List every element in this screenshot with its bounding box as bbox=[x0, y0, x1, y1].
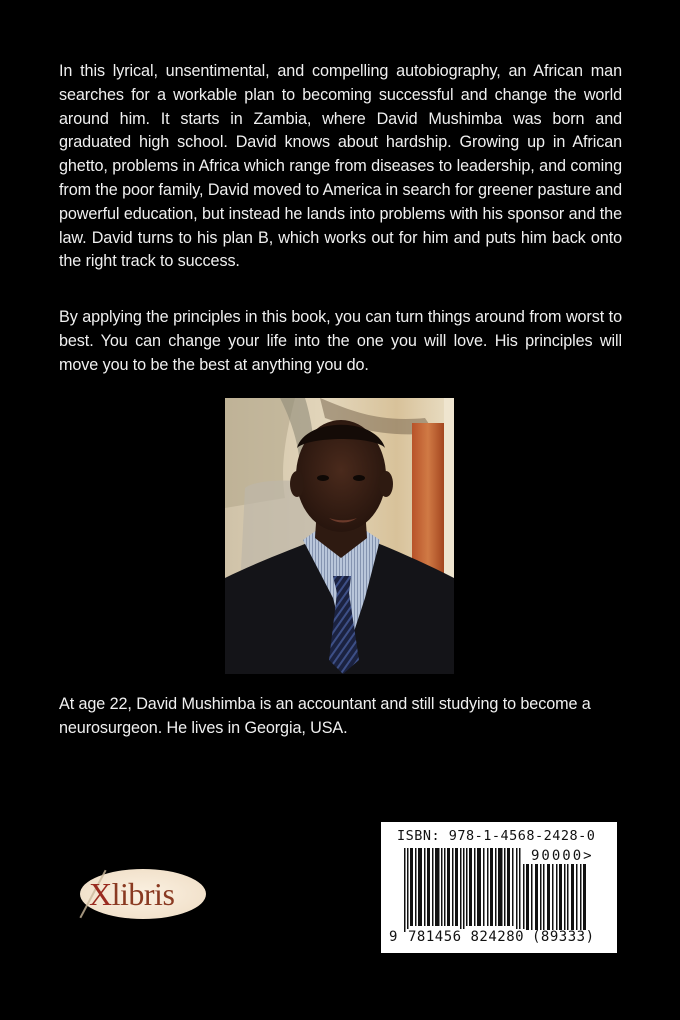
barcode-addon-bars bbox=[523, 864, 588, 930]
publisher-logo bbox=[80, 869, 206, 919]
logo-rest: libris bbox=[111, 876, 175, 912]
barcode-prefix-digit: 9 bbox=[389, 929, 398, 945]
author-photo bbox=[225, 398, 454, 674]
isbn-barcode bbox=[381, 822, 617, 953]
logo-wordmark bbox=[89, 876, 174, 912]
author-bio-paragraph: At age 22, David Mushimba is an accountant and still studying to become a neurosurgeon. He lives in Georgia, USA. bbox=[59, 695, 591, 737]
barcode-main-digits: 781456 824280 bbox=[408, 929, 525, 945]
principles-paragraph: By applying the principles in this book, you can turn things around from worst to best. You can change your life into the one you will love. His principles will move you to be the best at anything you do. bbox=[59, 308, 622, 374]
price-code: 90000> bbox=[531, 848, 594, 864]
barcode-main-bars bbox=[404, 848, 524, 932]
description-paragraph: In this lyrical, unsentimental, and compelling autobiography, an African man searches for a workable plan to becoming successful and change the world around him. It starts in Zambia, where David Mushimba was born and graduated high school. David knows about hardship. Growing up in African ghetto, problems in Africa which range from diseases to leadership, and coming from the poor family, David moved to America in search for greener pasture and powerful education, but instead he lands into problems with his sponsor and the law. David turns to his plan B, which works out for him and puts him back onto the right track to success. bbox=[59, 62, 622, 271]
barcode-addon-digits: (89333) bbox=[532, 929, 595, 945]
logo-initial: X bbox=[89, 876, 112, 912]
isbn-label: ISBN: 978-1-4568-2428-0 bbox=[397, 828, 596, 844]
